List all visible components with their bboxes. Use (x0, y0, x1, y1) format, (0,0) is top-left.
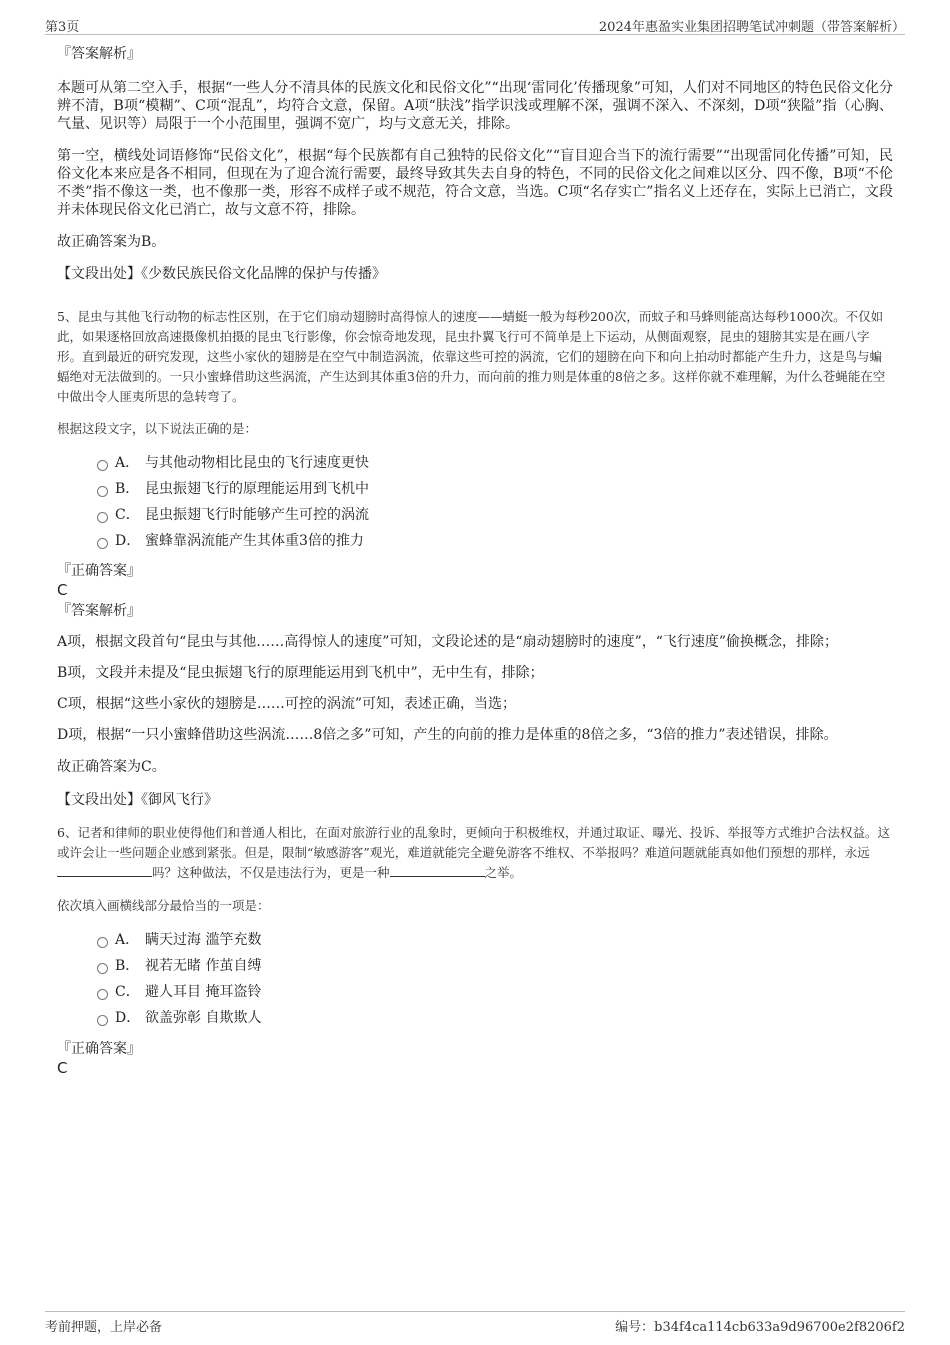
q5-ask: 根据这段文字，以下说法正确的是： (57, 421, 258, 436)
option-letter: C． (115, 984, 140, 1000)
q4-source: 【文段出处】《少数民族民俗文化品牌的保护与传播》 (57, 266, 386, 282)
q6-option-b[interactable] (57, 953, 893, 979)
q5-analysis-a: A项，根据文段首句“昆虫与其他……高得惊人的速度”可知，文段论述的是“扇动翅膀时的速度”，“飞行速度”偷换概念，排除； (57, 634, 839, 650)
page-content (57, 40, 893, 1078)
q6-blank-1 (57, 864, 152, 877)
option-text: 蜜蜂靠涡流能产生其体重3倍的推力 (145, 533, 364, 549)
option-text: 欲盖弥彰 自欺欺人 (145, 1010, 262, 1026)
q6-stem-part-3: 之举。 (484, 865, 523, 880)
q5-source: 【文段出处】《御风飞行》 (57, 792, 218, 808)
q6-stem (57, 823, 893, 883)
q5-option-b[interactable] (57, 476, 893, 502)
q6-ask: 依次填入画横线部分最恰当的一项是： (57, 898, 270, 913)
option-text: 瞒天过海 滥竽充数 (145, 932, 262, 948)
page-footer (45, 1311, 905, 1336)
q5-option-a[interactable] (57, 450, 893, 476)
option-letter: D． (115, 1010, 141, 1026)
option-letter: B． (115, 958, 140, 974)
document-title: 2024年惠盈实业集团招聘笔试冲刺题（带答案解析） (598, 20, 905, 35)
q5-conclusion: 故正确答案为C。 (57, 759, 166, 775)
q5-answer-label: 『正确答案』 (57, 563, 141, 579)
q5-option-d[interactable] (57, 528, 893, 554)
radio-icon[interactable] (97, 460, 108, 471)
q4-analysis-paragraph-1: 本题可从第二空入手，根据“一些人分不清具体的民族文化和民俗文化”“出现‘雷同化’传播现象”可知，人们对不同地区的特色民俗文化分辨不清，B项“模糊”、C项“混乱”，均符合文意，保留。A项“肤浅”指学识浅或理解不深，强调不深入、不深刻，D项“狭隘”指（心胸、气量、见识等）局限于一个小范围里，强调不宽广，均与文意无关，排除。 (57, 80, 893, 132)
q6-option-a[interactable] (57, 927, 893, 953)
q5-analysis-b: B项，文段并未提及“昆虫振翅飞行的原理能运用到飞机中”，无中生有，排除； (57, 665, 544, 681)
option-text: 与其他动物相比昆虫的飞行速度更快 (145, 455, 369, 471)
page-number: 第3页 (45, 20, 80, 35)
option-letter: D． (115, 533, 141, 549)
q5-answer: C (57, 581, 68, 599)
option-text: 昆虫振翅飞行时能够产生可控的涡流 (145, 507, 369, 523)
q4-analysis-paragraph-2: 第一空，横线处词语修饰“民俗文化”，根据“每个民族都有自己独特的民俗文化”“盲目迎合当下的流行需要”“出现雷同化传播”可知，民俗文化本来应是各不相同，但现在为了迎合流行需要，最终导致其失去自身的特色，不同的民俗文化之间难以区分、四不像，B项“不伦不类”指不像这一类，也不像那一类，形容不成样子或不规范，符合文意，当选。C项“名存实亡”指名义上还存在，实际上已消亡，文段并未体现民俗文化已消亡，故与文意不符，排除。 (57, 148, 893, 218)
option-letter: A． (115, 932, 140, 948)
q4-analysis-label: 『答案解析』 (57, 46, 141, 62)
radio-icon[interactable] (97, 1015, 108, 1026)
q4-conclusion: 故正确答案为B。 (57, 234, 166, 250)
document-code: 编号：b34f4ca114cb633a9d96700e2f8206f2 (615, 1320, 905, 1335)
q6-stem-part-2: 吗？这种做法，不仅是违法行为，更是一种 (152, 865, 390, 880)
question-6 (57, 823, 893, 1078)
q6-stem-part-1: 6、记者和律师的职业使得他们和普通人相比，在面对旅游行业的乱象时，更倾向于积极维权，并通过取证、曝光、投诉、举报等方式维护合法权益。这或许会让一些问题企业感到紧张。但是，限制“敏感游客”观光，难道就能完全避免游客不维权、不举报吗？难道问题就能真如他们预想的那样，永远 (57, 825, 890, 860)
q6-option-c[interactable] (57, 979, 893, 1005)
q5-analysis-d: D项，根据“一只小蜜蜂借助这些涡流……8倍之多”可知，产生的向前的推力是体重的8倍之多，“3倍的推力”表述错误，排除。 (57, 727, 838, 743)
option-letter: A． (115, 455, 140, 471)
footer-slogan: 考前押题，上岸必备 (45, 1320, 163, 1335)
q6-option-d[interactable] (57, 1005, 893, 1031)
radio-icon[interactable] (97, 512, 108, 523)
q5-options (57, 450, 893, 554)
option-text: 避人耳目 掩耳盗铃 (145, 984, 262, 1000)
option-text: 昆虫振翅飞行的原理能运用到飞机中 (145, 481, 369, 497)
q6-answer: C (57, 1059, 68, 1077)
radio-icon[interactable] (97, 486, 108, 497)
radio-icon[interactable] (97, 937, 108, 948)
page-header (45, 14, 905, 35)
q5-analysis-label: 『答案解析』 (57, 603, 141, 619)
radio-icon[interactable] (97, 989, 108, 1000)
q5-option-c[interactable] (57, 502, 893, 528)
question-5 (57, 307, 893, 809)
option-letter: C． (115, 507, 140, 523)
radio-icon[interactable] (97, 963, 108, 974)
q6-answer-label: 『正确答案』 (57, 1041, 141, 1057)
q5-stem: 5、昆虫与其他飞行动物的标志性区别，在于它们扇动翅膀时高得惊人的速度——蜻蜓一般为每秒200次，而蚊子和马蜂则能高达每秒1000次。不仅如此，如果逐格回放高速摄像机拍摄的昆虫飞行影像，你会惊奇地发现，昆虫扑翼飞行可不简单是上下运动，从侧面观察，昆虫的翅膀其实是在画八字形。直到最近的研究发现，这些小家伙的翅膀是在空气中制造涡流，依靠这些可控的涡流，它们的翅膀在向下和向上拍动时都能产生升力，这是鸟与蝙蝠绝对无法做到的。一只小蜜蜂借助这些涡流，产生达到其体重3倍的升力，而向前的推力则是体重的8倍之多。这样你就不难理解，为什么苍蝇能在空中做出令人匪夷所思的急转弯了。 (57, 309, 886, 404)
q4-analysis-section (57, 45, 893, 283)
q6-blank-2 (390, 864, 485, 877)
radio-icon[interactable] (97, 538, 108, 549)
q6-options (57, 927, 893, 1031)
option-text: 视若无睹 作茧自缚 (145, 958, 262, 974)
option-letter: B． (115, 481, 140, 497)
q5-analysis-c: C项，根据“这些小家伙的翅膀是……可控的涡流”可知，表述正确，当选； (57, 696, 517, 712)
